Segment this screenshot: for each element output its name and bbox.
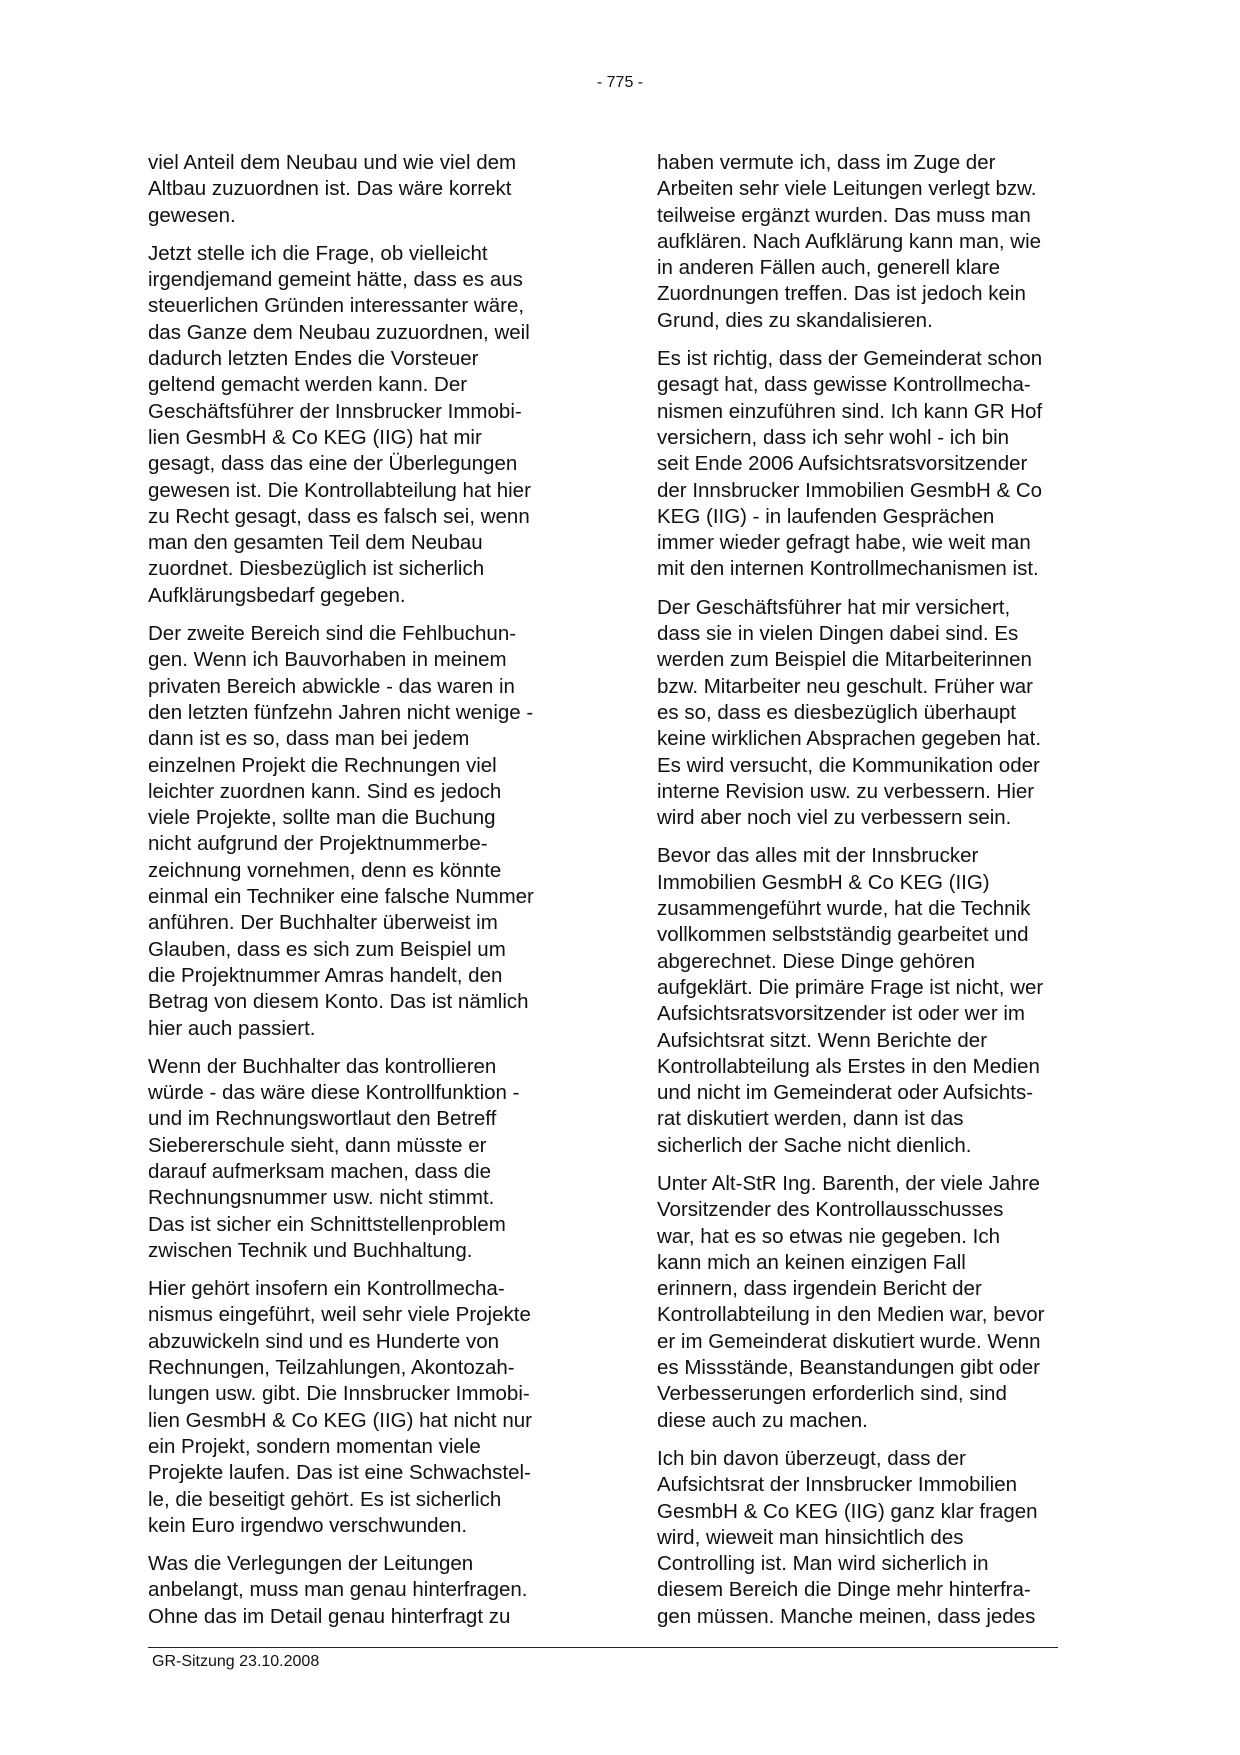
text-line: teilweise ergänzt wurden. Das muss man [657, 203, 1031, 227]
text-line: Aufsichtsratsvorsitzender ist oder wer im [657, 1002, 1025, 1026]
paragraph [148, 1054, 590, 1264]
text-line: erinnern, dass irgendein Bericht der [657, 1277, 982, 1301]
text-line: gewesen ist. Die Kontrollabteilung hat hier [148, 478, 531, 502]
text-line: Aufsichtsrat sitzt. Wenn Berichte der [657, 1028, 988, 1052]
text-line: seit Ende 2006 Aufsichtsratsvorsitzender [657, 452, 1028, 476]
text-line: Der zweite Bereich sind die Fehlbuchun- [148, 622, 517, 646]
footer-divider [148, 1647, 1058, 1648]
text-line: Der Geschäftsführer hat mir versichert, [657, 595, 1011, 619]
text-line: gesagt hat, dass gewisse Kontrollmecha- [657, 373, 1031, 397]
text-line: gesagt, dass das eine der Überlegungen [148, 452, 518, 476]
text-line: aufgeklärt. Die primäre Frage ist nicht, wer [657, 975, 1044, 999]
text-line: man den gesamten Teil dem Neubau [148, 531, 483, 555]
text-line: Rechnungsnummer usw. nicht stimmt. [148, 1186, 495, 1210]
text-line: es so, dass es diesbezüglich überhaupt [657, 700, 1016, 724]
left-column [148, 150, 590, 1642]
paragraph [657, 150, 1099, 334]
text-line: die Projektnummer Amras handelt, den [148, 963, 503, 987]
text-line: der Innsbrucker Immobilien GesmbH & Co [657, 478, 1043, 502]
text-line: zusammengeführt wurde, hat die Technik [657, 897, 1031, 921]
text-line: es Missstände, Beanstandungen gibt oder [657, 1356, 1040, 1380]
text-line: mit den internen Kontrollmechanismen ist. [657, 557, 1039, 581]
paragraph [148, 621, 590, 1042]
text-line: diese auch zu machen. [657, 1408, 868, 1432]
text-line: einzelnen Projekt die Rechnungen viel [148, 753, 497, 777]
text-line: abgerechnet. Diese Dinge gehören [657, 949, 975, 973]
text-line: versichern, dass ich sehr wohl - ich bin [657, 425, 1010, 449]
paragraph [148, 150, 590, 229]
text-line: wird aber noch viel zu verbessern sein. [657, 806, 1012, 830]
text-line: Altbau zuzuordnen ist. Das wäre korrekt [148, 177, 512, 201]
right-column [657, 150, 1099, 1642]
paragraph [657, 843, 1099, 1159]
footer-session-date: GR-Sitzung 23.10.2008 [152, 1653, 320, 1670]
text-line: Bevor das alles mit der Innsbrucker [657, 844, 979, 868]
text-line: wird, wieweit man hinsichtlich des [657, 1525, 964, 1549]
text-line: gewesen. [148, 203, 236, 227]
text-line: immer wieder gefragt habe, wie weit man [657, 531, 1031, 555]
text-line: Immobilien GesmbH & Co KEG (IIG) [657, 870, 990, 894]
text-line: das Ganze dem Neubau zuzuordnen, weil [148, 320, 530, 344]
text-line: bzw. Mitarbeiter neu geschult. Früher war [657, 674, 1033, 698]
text-line: KEG (IIG) - in laufenden Gesprächen [657, 504, 995, 528]
text-line: Aufsichtsrat der Innsbrucker Immobilien [657, 1473, 1018, 1497]
paragraph [657, 1171, 1099, 1434]
text-line: Geschäftsführer der Innsbrucker Immobi- [148, 399, 522, 423]
text-line: Grund, dies zu skandalisieren. [657, 308, 933, 332]
text-line: Ohne das im Detail genau hinterfragt zu [148, 1604, 511, 1628]
paragraph [657, 346, 1099, 583]
text-line: haben vermute ich, dass im Zuge der [657, 151, 996, 174]
text-line: Zuordnungen treffen. Das ist jedoch kein [657, 282, 1026, 306]
text-line: Kontrollabteilung in den Medien war, bevor [657, 1303, 1045, 1327]
text-line: Das ist sicher ein Schnittstellenproblem [148, 1212, 506, 1236]
text-line: Ich bin davon überzeugt, dass der [657, 1446, 966, 1470]
text-line: Aufklärungsbedarf gegeben. [148, 583, 406, 607]
text-line: Betrag von diesem Konto. Das ist nämlich [148, 990, 529, 1014]
text-line: Glauben, dass es sich zum Beispiel um [148, 937, 506, 961]
text-line: interne Revision usw. zu verbessern. Hier [657, 779, 1035, 803]
text-line: in anderen Fällen auch, generell klare [657, 256, 1001, 280]
text-line: irgendjemand gemeint hätte, dass es aus [148, 268, 523, 292]
text-line: ein Projekt, sondern momentan viele [148, 1434, 481, 1458]
text-line: und im Rechnungswortlaut den Betreff [148, 1107, 497, 1131]
text-line: anführen. Der Buchhalter überweist im [148, 911, 498, 935]
text-line: würde - das wäre diese Kontrollfunktion - [148, 1081, 520, 1105]
text-line: lien GesmbH & Co KEG (IIG) hat nicht nur [148, 1408, 532, 1432]
text-line: nicht aufgrund der Projektnummerbe- [148, 832, 488, 856]
text-line: darauf aufmerksam machen, dass die [148, 1159, 491, 1183]
text-line: Jetzt stelle ich die Frage, ob vielleicht [148, 241, 488, 265]
paragraph [148, 1276, 590, 1539]
text-line: Vorsitzender des Kontrollausschusses [657, 1198, 1004, 1222]
text-line: abzuwickeln sind und es Hunderte von [148, 1329, 499, 1353]
text-line: zwischen Technik und Buchhaltung. [148, 1238, 473, 1262]
text-line: Wenn der Buchhalter das kontrollieren [148, 1054, 497, 1078]
text-line: steuerlichen Gründen interessanter wäre, [148, 294, 525, 318]
text-line: dadurch letzten Endes die Vorsteuer [148, 347, 479, 371]
text-line: anbelangt, muss man genau hinterfragen. [148, 1578, 528, 1602]
text-line: werden zum Beispiel die Mitarbeiterinnen [657, 648, 1032, 672]
text-line: Projekte laufen. Das ist eine Schwachstel- [148, 1461, 531, 1485]
text-line: vollkommen selbstständig gearbeitet und [657, 923, 1029, 947]
text-line: Es ist richtig, dass der Gemeinderat schon [657, 347, 1043, 371]
text-line: Was die Verlegungen der Leitungen [148, 1552, 474, 1576]
text-line: er im Gemeinderat diskutiert wurde. Wenn [657, 1329, 1041, 1353]
text-line: nismen einzuführen sind. Ich kann GR Hof [657, 399, 1043, 423]
text-line: zuordnet. Diesbezüglich ist sicherlich [148, 557, 485, 581]
text-line: zeichnung vornehmen, denn es könnte [148, 858, 502, 882]
text-line: Unter Alt-StR Ing. Barenth, der viele Jahre [657, 1171, 1040, 1195]
text-line: geltend gemacht werden kann. Der [148, 373, 468, 397]
page-number: - 775 - [596, 74, 644, 91]
text-line: den letzten fünfzehn Jahren nicht wenige - [148, 700, 534, 724]
text-line: Kontrollabteilung als Erstes in den Medien [657, 1054, 1040, 1078]
paragraph [657, 1446, 1099, 1630]
text-line: dass sie in vielen Dingen dabei sind. Es [657, 622, 1019, 646]
text-line: lungen usw. gibt. Die Innsbrucker Immobi- [148, 1382, 530, 1406]
text-line: GesmbH & Co KEG (IIG) ganz klar fragen [657, 1499, 1038, 1523]
text-line: einmal ein Techniker eine falsche Nummer [148, 885, 534, 909]
paragraph [148, 1551, 590, 1630]
text-line: Hier gehört insofern ein Kontrollmecha- [148, 1277, 505, 1301]
text-line: Arbeiten sehr viele Leitungen verlegt bzw. [657, 177, 1037, 201]
text-line: nismus eingeführt, weil sehr viele Projekte [148, 1303, 531, 1327]
text-line: sicherlich der Sache nicht dienlich. [657, 1133, 972, 1157]
text-line: leichter zuordnen kann. Sind es jedoch [148, 779, 502, 803]
text-line: kein Euro irgendwo verschwunden. [148, 1513, 468, 1537]
text-line: gen müssen. Manche meinen, dass jedes [657, 1604, 1036, 1628]
text-line: zu Recht gesagt, dass es falsch sei, wenn [148, 504, 530, 528]
paragraph [148, 241, 590, 609]
text-line: war, hat es so etwas nie gegeben. Ich [657, 1224, 1001, 1248]
text-line: keine wirklichen Absprachen gegeben hat. [657, 727, 1042, 751]
text-line: Siebererschule sieht, dann müsste er [148, 1133, 487, 1157]
text-line: Es wird versucht, die Kommunikation oder [657, 753, 1040, 777]
paragraph [657, 595, 1099, 832]
text-line: Controlling ist. Man wird sicherlich in [657, 1552, 989, 1576]
text-line: lien GesmbH & Co KEG (IIG) hat mir [148, 425, 482, 449]
text-line: dann ist es so, dass man bei jedem [148, 727, 470, 751]
text-line: aufklären. Nach Aufklärung kann man, wie [657, 229, 1042, 253]
text-line: Verbesserungen erforderlich sind, sind [657, 1382, 1007, 1406]
text-line: Rechnungen, Teilzahlungen, Akontozah- [148, 1356, 515, 1380]
text-line: gen. Wenn ich Bauvorhaben in meinem [148, 648, 507, 672]
text-line: hier auch passiert. [148, 1016, 316, 1040]
text-line: viel Anteil dem Neubau und wie viel dem [148, 151, 517, 174]
text-line: diesem Bereich die Dinge mehr hinterfra- [657, 1578, 1031, 1602]
text-line: le, die beseitigt gehört. Es ist sicherlich [148, 1487, 502, 1511]
text-line: und nicht im Gemeinderat oder Aufsichts- [657, 1081, 1034, 1105]
text-line: viele Projekte, sollte man die Buchung [148, 806, 496, 830]
text-line: privaten Bereich abwickle - das waren in [148, 674, 515, 698]
text-line: kann mich an keinen einzigen Fall [657, 1250, 966, 1274]
text-line: rat diskutiert werden, dann ist das [657, 1107, 964, 1131]
